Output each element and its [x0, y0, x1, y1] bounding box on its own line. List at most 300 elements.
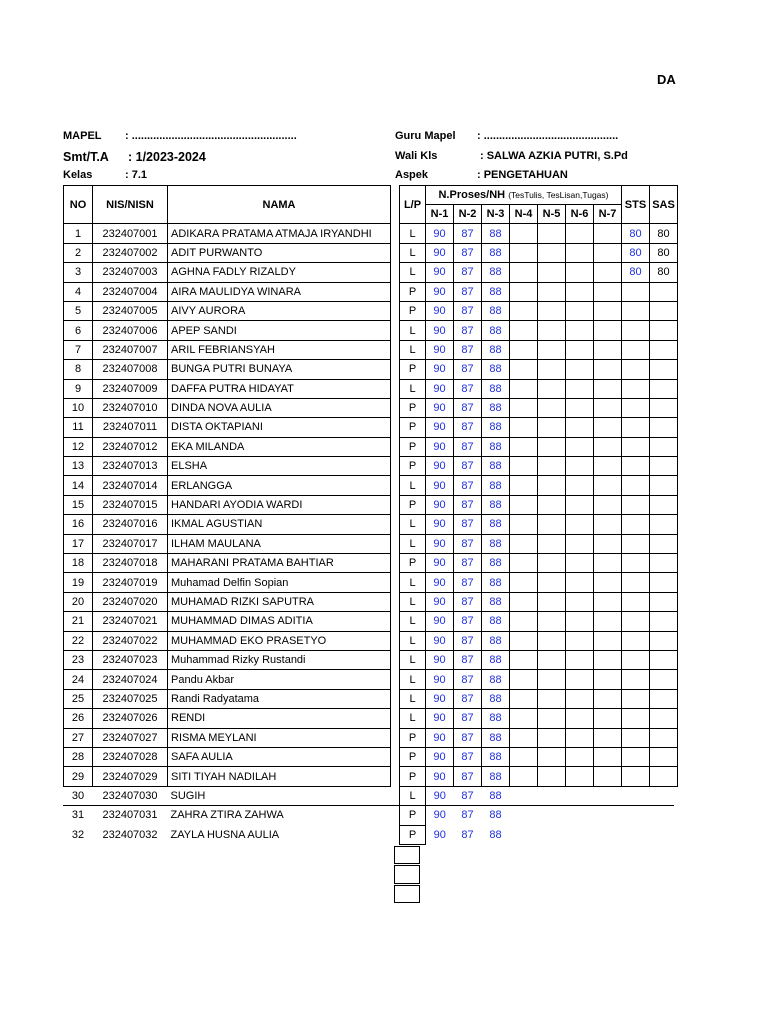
- row-sas: [650, 495, 678, 514]
- row-sts: 80: [622, 263, 650, 282]
- row-sas: [650, 689, 678, 708]
- row-no: 29: [64, 767, 93, 786]
- header-sts: STS: [622, 186, 650, 224]
- row-n1: 90: [426, 573, 454, 592]
- row-sas: 80: [650, 243, 678, 262]
- row-n4: [510, 573, 538, 592]
- row-nis: 232407025: [93, 689, 168, 708]
- row-n6: [566, 515, 594, 534]
- row-n3: 88: [482, 457, 510, 476]
- row-n4: [510, 554, 538, 573]
- row-n7: [594, 825, 622, 844]
- row-nama: DINDA NOVA AULIA: [168, 398, 391, 417]
- row-nama: AGHNA FADLY RIZALDY: [168, 263, 391, 282]
- row-lp: P: [400, 398, 426, 417]
- row-n2: 87: [454, 554, 482, 573]
- row-no: 28: [64, 747, 93, 766]
- row-n5: [538, 650, 566, 669]
- row-no: 21: [64, 612, 93, 631]
- table-row: [64, 379, 678, 398]
- row-n6: [566, 631, 594, 650]
- row-n2: 87: [454, 728, 482, 747]
- row-n5: [538, 418, 566, 437]
- row-sts: [622, 612, 650, 631]
- row-nis: 232407011: [93, 418, 168, 437]
- row-n7: [594, 631, 622, 650]
- row-sts: 80: [622, 243, 650, 262]
- header-nproses-title: N.Proses/NH: [438, 189, 506, 201]
- row-n4: [510, 515, 538, 534]
- row-sts: [622, 806, 650, 825]
- row-sts: [622, 728, 650, 747]
- row-lp: L: [400, 709, 426, 728]
- row-n5: [538, 495, 566, 514]
- row-nama: DAFFA PUTRA HIDAYAT: [168, 379, 391, 398]
- row-sas: 80: [650, 263, 678, 282]
- row-n6: [566, 592, 594, 611]
- table-row: [64, 689, 678, 708]
- row-n6: [566, 437, 594, 456]
- row-n4: [510, 631, 538, 650]
- row-n3: 88: [482, 612, 510, 631]
- row-n4: [510, 263, 538, 282]
- row-n1: 90: [426, 437, 454, 456]
- row-no: 32: [71, 828, 85, 841]
- row-sts: 80: [622, 224, 650, 243]
- row-n6: [566, 573, 594, 592]
- row-sas: [650, 437, 678, 456]
- empty-lp-cell: [394, 846, 420, 864]
- row-n4: [510, 224, 538, 243]
- wali-kelas-value: : SALWA AZKIA PUTRI, S.Pd: [480, 150, 628, 162]
- row-n5: [538, 689, 566, 708]
- row-nis: 232407032: [102, 828, 158, 841]
- row-n1: 90: [426, 747, 454, 766]
- row-n6: [566, 689, 594, 708]
- row-sas: [650, 301, 678, 320]
- row-n7: [594, 806, 622, 825]
- row-n2: 87: [454, 495, 482, 514]
- row-sas: [650, 670, 678, 689]
- table-row: [64, 650, 678, 669]
- row-nama: ERLANGGA: [168, 476, 391, 495]
- row-sts: [622, 786, 650, 805]
- row-n1: 90: [426, 650, 454, 669]
- row-n2: 87: [461, 828, 474, 841]
- guru-mapel-label: Guru Mapel: [395, 130, 456, 142]
- row-sas: [650, 728, 678, 747]
- row-no: 24: [64, 670, 93, 689]
- row-no: 13: [64, 457, 93, 476]
- row-no: 31: [71, 809, 85, 822]
- row-sas: [650, 282, 678, 301]
- row-lp: L: [400, 224, 426, 243]
- row-n5: [538, 806, 566, 825]
- row-n7: [594, 437, 622, 456]
- header-n7: N-7: [594, 205, 622, 224]
- row-sts: [622, 747, 650, 766]
- row-n6: [566, 747, 594, 766]
- row-lp: L: [400, 263, 426, 282]
- row-nis: 232407021: [93, 612, 168, 631]
- row-n2: 87: [454, 747, 482, 766]
- row-nis: 232407027: [93, 728, 168, 747]
- header-no: NO: [64, 186, 93, 224]
- table-row: [64, 340, 678, 359]
- row-n2: 87: [454, 689, 482, 708]
- row-n1: 90: [426, 689, 454, 708]
- row-n7: [594, 709, 622, 728]
- row-lp: P: [400, 437, 426, 456]
- row-n7: [594, 398, 622, 417]
- row-n6: [566, 360, 594, 379]
- row-n7: [594, 592, 622, 611]
- row-n1: 90: [426, 282, 454, 301]
- row-nama: MUHAMMAD DIMAS ADITIA: [168, 612, 391, 631]
- row-n4: [510, 398, 538, 417]
- row-lp: P: [400, 806, 426, 825]
- table-row: [64, 515, 678, 534]
- row-nama: BUNGA PUTRI BUNAYA: [168, 360, 391, 379]
- row-n7: [594, 786, 622, 805]
- row-n3: 88: [482, 534, 510, 553]
- row-lp: P: [400, 360, 426, 379]
- row-n4: [510, 301, 538, 320]
- row-n3: 88: [482, 767, 510, 786]
- row-n7: [594, 689, 622, 708]
- row-lp: L: [400, 379, 426, 398]
- header-n1: N-1: [426, 205, 454, 224]
- row-nis: 232407031: [102, 809, 158, 822]
- row-n7: [594, 224, 622, 243]
- row-nis: 232407003: [93, 263, 168, 282]
- mapel-value: : ......................................................: [125, 130, 297, 142]
- row-n5: [538, 709, 566, 728]
- row-n3: 88: [482, 515, 510, 534]
- row-lp: L: [400, 612, 426, 631]
- row-n7: [594, 495, 622, 514]
- row-n2: 87: [454, 418, 482, 437]
- row-sas: [650, 573, 678, 592]
- row-n4: [510, 592, 538, 611]
- row-n2: 87: [454, 398, 482, 417]
- row-n1: 90: [426, 243, 454, 262]
- row-n5: [538, 379, 566, 398]
- row-nama: ADIKARA PRATAMA ATMAJA IRYANDHI: [168, 224, 391, 243]
- aspek-value: : PENGETAHUAN: [477, 169, 568, 181]
- row-n6: [566, 263, 594, 282]
- row-n1: 90: [426, 263, 454, 282]
- row-n2: 87: [454, 709, 482, 728]
- table-row: [64, 437, 678, 456]
- row-n4: [510, 340, 538, 359]
- row-nis: 232407017: [93, 534, 168, 553]
- row-n6: [566, 670, 594, 689]
- row-n3: 88: [482, 379, 510, 398]
- row-no: 7: [64, 340, 93, 359]
- row-n7: [594, 282, 622, 301]
- row-n5: [538, 340, 566, 359]
- row-n6: [566, 709, 594, 728]
- row-n5: [538, 437, 566, 456]
- row-sts: [622, 650, 650, 669]
- row-sas: [650, 398, 678, 417]
- header-n6: N-6: [566, 205, 594, 224]
- table-row: [64, 767, 678, 786]
- row-n3: 88: [482, 631, 510, 650]
- row-sas: [650, 631, 678, 650]
- row-sts: [622, 534, 650, 553]
- row-n3: 88: [482, 709, 510, 728]
- row-nama: Randi Radyatama: [168, 689, 391, 708]
- row-n3: 88: [482, 340, 510, 359]
- row-n5: [538, 360, 566, 379]
- row-n2: 87: [454, 437, 482, 456]
- row-n2: 87: [454, 282, 482, 301]
- row-no: 18: [64, 554, 93, 573]
- row-n1: 90: [426, 495, 454, 514]
- row-sts: [622, 631, 650, 650]
- row-n5: [538, 224, 566, 243]
- row-n1: 90: [426, 476, 454, 495]
- row-n3: 88: [482, 321, 510, 340]
- row-n3: 88: [482, 263, 510, 282]
- row-n1: 90: [426, 728, 454, 747]
- row-lp: P: [400, 747, 426, 766]
- row-lp: P: [400, 457, 426, 476]
- row-nama: Muhamad Delfin Sopian: [168, 573, 391, 592]
- row-n2: 87: [454, 573, 482, 592]
- row-n4: [510, 689, 538, 708]
- row-n4: [510, 767, 538, 786]
- row-n5: [538, 476, 566, 495]
- table-row: [64, 360, 678, 379]
- row-n3: 88: [482, 224, 510, 243]
- row-nama: ADIT PURWANTO: [168, 243, 391, 262]
- row-sts: [622, 418, 650, 437]
- row-n2: 87: [454, 612, 482, 631]
- row-no: 26: [64, 709, 93, 728]
- row-sas: [650, 515, 678, 534]
- header-n4: N-4: [510, 205, 538, 224]
- row-n3: 88: [489, 828, 502, 841]
- row-n2: 87: [454, 515, 482, 534]
- row-nis: 232407012: [93, 437, 168, 456]
- row-lp: L: [400, 631, 426, 650]
- row-n2: 87: [454, 592, 482, 611]
- table-row: [64, 418, 678, 437]
- table-row: [64, 476, 678, 495]
- row-n6: [566, 457, 594, 476]
- table-row: [64, 631, 678, 650]
- row-n5: [538, 612, 566, 631]
- row-n3: 88: [482, 301, 510, 320]
- row-n5: [538, 515, 566, 534]
- row-n7: [594, 321, 622, 340]
- smt-label: Smt/T.A: [63, 150, 109, 164]
- row-nama: ZAHRA ZTIRA ZAHWA: [170, 809, 284, 822]
- row-no: 9: [64, 379, 93, 398]
- row-n1: 90: [426, 379, 454, 398]
- row-n1: 90: [426, 360, 454, 379]
- row-lp: P: [400, 728, 426, 747]
- row-n5: [538, 321, 566, 340]
- row-nis: 232407013: [93, 457, 168, 476]
- row-nis: 232407030: [102, 790, 158, 803]
- row-n4: [510, 650, 538, 669]
- row-n1: 90: [426, 631, 454, 650]
- row-sts: [622, 340, 650, 359]
- row-n4: [510, 282, 538, 301]
- row-n6: [566, 398, 594, 417]
- table-row: [64, 554, 678, 573]
- row-lp: L: [400, 592, 426, 611]
- row-n1: 90: [426, 534, 454, 553]
- header-n5: N-5: [538, 205, 566, 224]
- row-n3: 88: [482, 554, 510, 573]
- row-n4: [510, 360, 538, 379]
- row-nis: 232407019: [93, 573, 168, 592]
- row-nama: RENDI: [168, 709, 391, 728]
- row-n6: [566, 825, 594, 844]
- row-n6: [566, 650, 594, 669]
- row-sts: [622, 592, 650, 611]
- row-lp: L: [400, 573, 426, 592]
- row-lp: L: [400, 650, 426, 669]
- row-n4: [510, 437, 538, 456]
- row-n5: [538, 554, 566, 573]
- row-n7: [594, 476, 622, 495]
- row-n4: [510, 709, 538, 728]
- row-no: 6: [64, 321, 93, 340]
- row-lp: P: [400, 418, 426, 437]
- row-n6: [566, 418, 594, 437]
- row-n5: [538, 457, 566, 476]
- row-n4: [510, 457, 538, 476]
- row-30-underline: [63, 805, 674, 806]
- row-n1: 90: [426, 670, 454, 689]
- row-nis: 232407024: [93, 670, 168, 689]
- row-sts: [622, 301, 650, 320]
- table-row: [64, 321, 678, 340]
- row-n5: [538, 728, 566, 747]
- row-lp: P: [400, 301, 426, 320]
- table-row: [64, 398, 678, 417]
- table-row: [64, 728, 678, 747]
- row-nama: ELSHA: [168, 457, 391, 476]
- row-nama: MUHAMAD RIZKI SAPUTRA: [168, 592, 391, 611]
- row-nis: 232407023: [93, 650, 168, 669]
- header-nproses-note: (TesTulis, TesLisan,Tugas): [508, 190, 609, 200]
- row-n1: 90: [426, 592, 454, 611]
- row-n3: 88: [482, 670, 510, 689]
- row-n2: 87: [454, 670, 482, 689]
- row-n1: 90: [426, 301, 454, 320]
- row-no: 27: [64, 728, 93, 747]
- row-n7: [594, 379, 622, 398]
- row-sas: [650, 457, 678, 476]
- row-n6: [566, 612, 594, 631]
- row-lp: L: [400, 534, 426, 553]
- row-n3: 88: [482, 437, 510, 456]
- row-n2: 87: [454, 301, 482, 320]
- row-n3: 88: [482, 495, 510, 514]
- row-n7: [594, 515, 622, 534]
- row-sas: [650, 360, 678, 379]
- table-row: [64, 573, 678, 592]
- row-n7: [594, 263, 622, 282]
- row-sts: [622, 476, 650, 495]
- row-n2: 87: [454, 631, 482, 650]
- row-n1: 90: [426, 709, 454, 728]
- row-n7: [594, 670, 622, 689]
- table-row: [64, 301, 678, 320]
- row-n7: [594, 612, 622, 631]
- row-sas: [650, 418, 678, 437]
- row-n2: 87: [461, 790, 474, 803]
- row-sas: [650, 767, 678, 786]
- row-sts: [622, 437, 650, 456]
- row-n3: 88: [489, 809, 502, 822]
- row-nama: SUGIH: [170, 790, 206, 803]
- row-sts: [622, 554, 650, 573]
- row-n7: [594, 767, 622, 786]
- row-lp: L: [400, 321, 426, 340]
- row-no: 15: [64, 495, 93, 514]
- row-n7: [594, 747, 622, 766]
- row-sts: [622, 767, 650, 786]
- row-n4: [510, 379, 538, 398]
- row-n5: [538, 670, 566, 689]
- row-nama: RISMA MEYLANI: [168, 728, 391, 747]
- row-no: 19: [64, 573, 93, 592]
- row-n3: 88: [482, 282, 510, 301]
- row-lp: L: [400, 786, 426, 805]
- row-n5: [538, 263, 566, 282]
- row-sts: [622, 379, 650, 398]
- row-n2: 87: [454, 457, 482, 476]
- header-n3: N-3: [482, 205, 510, 224]
- row-n5: [538, 747, 566, 766]
- header-nama: NAMA: [168, 186, 391, 224]
- row-no: 22: [64, 631, 93, 650]
- row-n7: [594, 650, 622, 669]
- row-nis: 232407006: [93, 321, 168, 340]
- row-sas: [650, 340, 678, 359]
- row-nama: Muhammad Rizky Rustandi: [168, 650, 391, 669]
- row-n6: [566, 806, 594, 825]
- row-n6: [566, 243, 594, 262]
- row-n6: [566, 495, 594, 514]
- row-no: 3: [64, 263, 93, 282]
- row-lp: P: [400, 767, 426, 786]
- row-n7: [594, 243, 622, 262]
- row-sas: [650, 747, 678, 766]
- row-n2: 87: [454, 263, 482, 282]
- row-no: 1: [64, 224, 93, 243]
- row-nis: 232407014: [93, 476, 168, 495]
- row-n3: 88: [482, 398, 510, 417]
- header-nis: NIS/NISN: [93, 186, 168, 224]
- row-nama: ARIL FEBRIANSYAH: [168, 340, 391, 359]
- row-nis: 232407004: [93, 282, 168, 301]
- row-n4: [510, 670, 538, 689]
- row-sas: [650, 650, 678, 669]
- row-n3: 88: [482, 418, 510, 437]
- table-row: [64, 612, 678, 631]
- row-nama: ILHAM MAULANA: [168, 534, 391, 553]
- row-lp: L: [400, 243, 426, 262]
